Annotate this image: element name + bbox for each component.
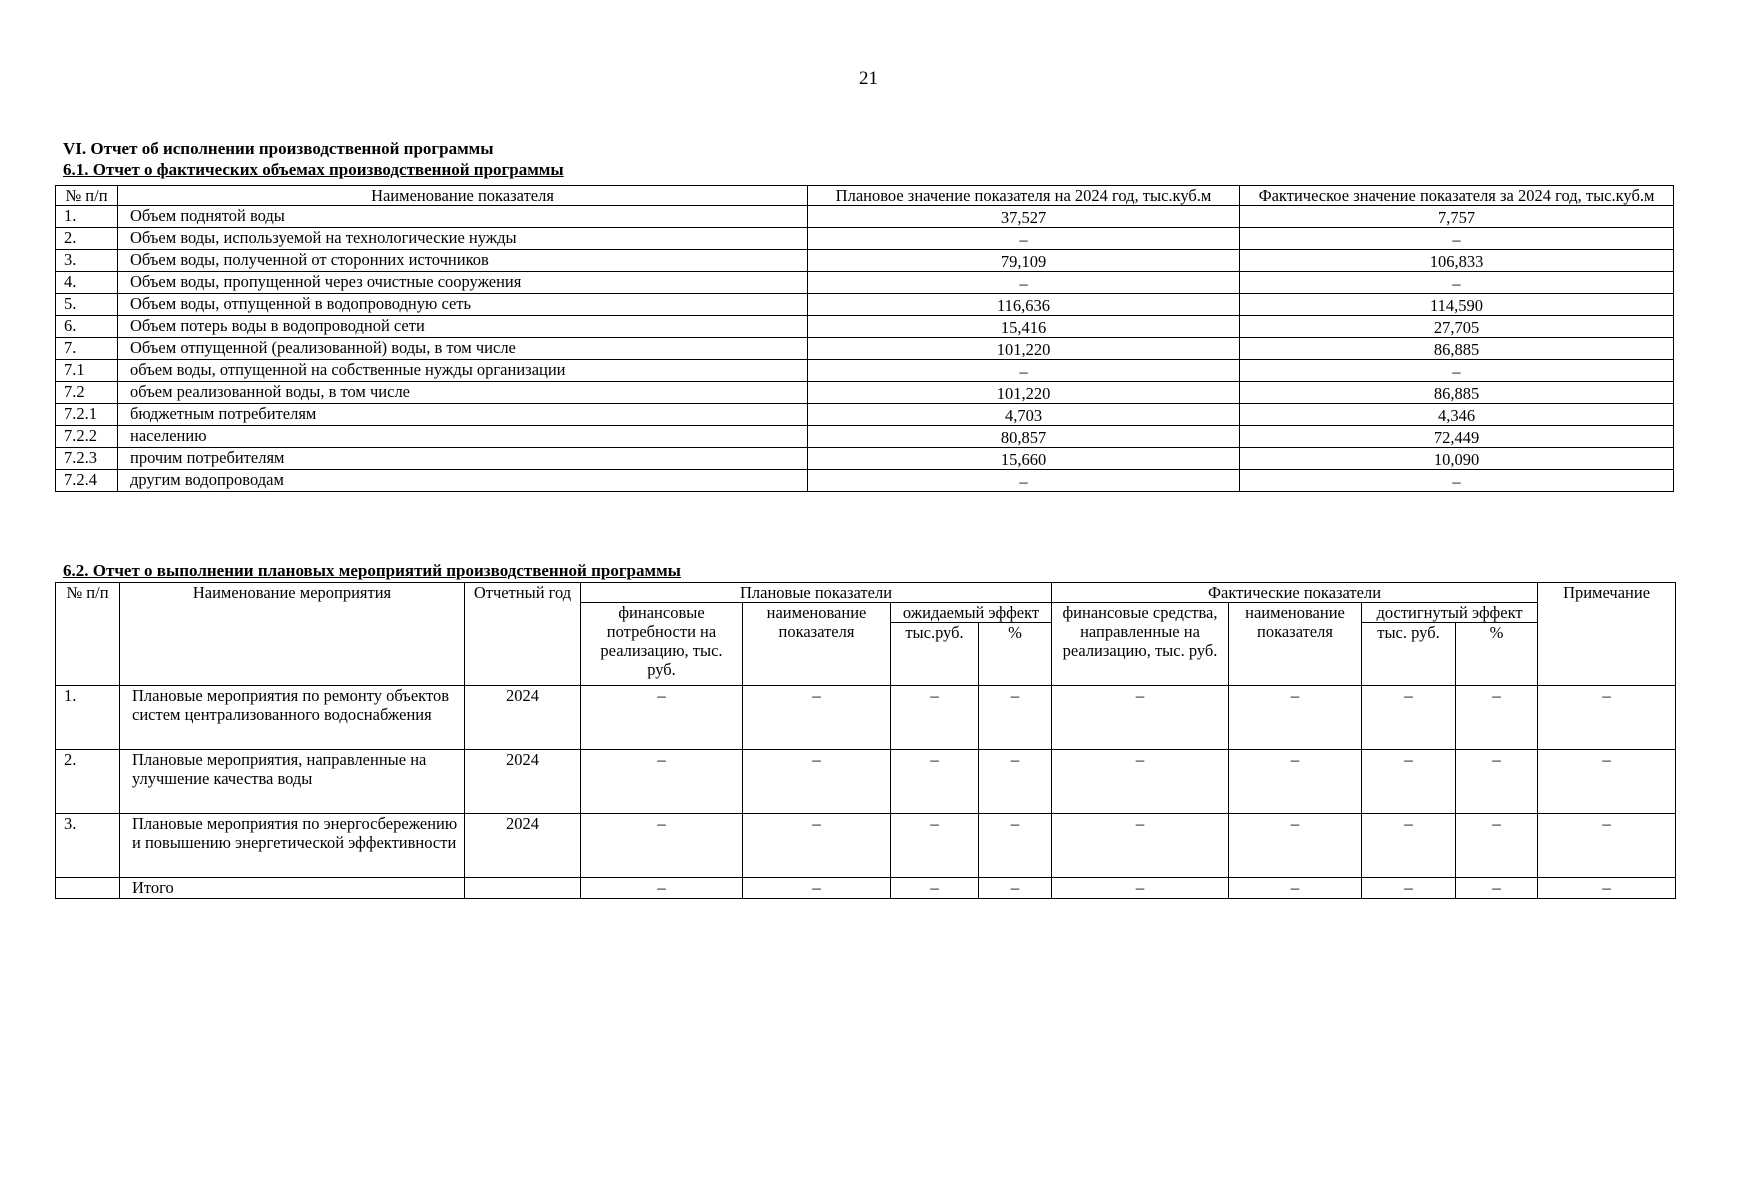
table-row (56, 878, 1676, 899)
plan-pct-cell: – (979, 750, 1052, 814)
t2-plan-effect-header: ожидаемый эффект (891, 603, 1052, 623)
t2-note-header: Примечание (1538, 583, 1676, 686)
plan-fin-cell: – (581, 878, 743, 899)
fact-value: 10,090 (1240, 448, 1674, 470)
table-row (56, 316, 1674, 338)
t2-fact-rub-header: тыс. руб. (1362, 623, 1456, 686)
report-year: 2024 (465, 750, 581, 814)
indicator-name: Объем поднятой воды (118, 206, 808, 228)
plan-value: – (808, 272, 1240, 294)
page-number: 21 (859, 68, 878, 89)
fact-value: – (1240, 272, 1674, 294)
fact-pct-cell: – (1456, 878, 1538, 899)
plan-value: 15,416 (808, 316, 1240, 338)
indicator-name: Объем воды, используемой на технологические нужды (118, 228, 808, 250)
fact-ind-cell: – (1229, 750, 1362, 814)
plan-rub-cell: – (891, 878, 979, 899)
plan-rub-cell: – (891, 814, 979, 878)
row-number: 1. (56, 686, 120, 750)
plan-pct-cell: – (979, 814, 1052, 878)
col-fact-header: Фактическое значение показателя за 2024 год, тыс.куб.м (1240, 186, 1674, 206)
report-year: 2024 (465, 814, 581, 878)
plan-ind-cell: – (743, 878, 891, 899)
fact-fin-cell: – (1052, 750, 1229, 814)
indicator-name: Объем воды, пропущенной через очистные сооружения (118, 272, 808, 294)
t2-name-header: Наименование мероприятия (120, 583, 465, 686)
table-row (56, 206, 1674, 228)
row-number: 3. (56, 250, 118, 272)
plan-value: 116,636 (808, 294, 1240, 316)
plan-fin-cell: – (581, 686, 743, 750)
row-number: 7.2.2 (56, 426, 118, 448)
table-row (56, 360, 1674, 382)
plan-value: 101,220 (808, 382, 1240, 404)
note-cell: – (1538, 750, 1676, 814)
table-row (56, 404, 1674, 426)
report-year: 2024 (465, 686, 581, 750)
indicator-name: объем воды, отпущенной на собственные нужды организации (118, 360, 808, 382)
table-row (56, 814, 1676, 878)
fact-value: – (1240, 470, 1674, 492)
plan-rub-cell: – (891, 686, 979, 750)
plan-rub-cell: – (891, 750, 979, 814)
t2-plan-rub-header: тыс.руб. (891, 623, 979, 686)
fact-value: 114,590 (1240, 294, 1674, 316)
t2-fact-pct-header: % (1456, 623, 1538, 686)
col-plan-header: Плановое значение показателя на 2024 год, тыс.куб.м (808, 186, 1240, 206)
fact-pct-cell: – (1456, 814, 1538, 878)
fact-ind-cell: – (1229, 814, 1362, 878)
indicator-name: Объем потерь воды в водопроводной сети (118, 316, 808, 338)
t2-fact-fin-header: финансовые средства, направленные на реализацию, тыс. руб. (1052, 603, 1229, 686)
table-row (56, 272, 1674, 294)
fact-value: – (1240, 360, 1674, 382)
table-row (56, 294, 1674, 316)
row-number: 7.2.3 (56, 448, 118, 470)
fact-value: 72,449 (1240, 426, 1674, 448)
table1-title: 6.1. Отчет о фактических объемах производственной программы (63, 160, 564, 179)
row-number: 2. (56, 228, 118, 250)
t2-planned-header: Плановые показатели (581, 583, 1052, 603)
table1-body (56, 206, 1674, 492)
plan-value: 4,703 (808, 404, 1240, 426)
measure-name: Итого (120, 878, 465, 899)
indicator-name: бюджетным потребителям (118, 404, 808, 426)
fact-value: 4,346 (1240, 404, 1674, 426)
fact-ind-cell: – (1229, 878, 1362, 899)
fact-rub-cell: – (1362, 878, 1456, 899)
row-number: 7.2.4 (56, 470, 118, 492)
table-row (56, 448, 1674, 470)
fact-rub-cell: – (1362, 750, 1456, 814)
t2-plan-ind-header: наименование показателя (743, 603, 891, 686)
t2-fact-ind-header: наименование показателя (1229, 603, 1362, 686)
fact-fin-cell: – (1052, 814, 1229, 878)
indicator-name: Объем воды, отпущенной в водопроводную сеть (118, 294, 808, 316)
table-row (56, 228, 1674, 250)
table2-title: 6.2. Отчет о выполнении плановых мероприятий производственной программы (63, 561, 681, 580)
row-number: 5. (56, 294, 118, 316)
measure-name: Плановые мероприятия, направленные на улучшение качества воды (120, 750, 465, 814)
note-cell: – (1538, 814, 1676, 878)
fact-value: 7,757 (1240, 206, 1674, 228)
table2-body (56, 686, 1676, 899)
row-number (56, 878, 120, 899)
table-row (56, 750, 1676, 814)
report-year (465, 878, 581, 899)
note-cell: – (1538, 686, 1676, 750)
indicator-name: Объем воды, полученной от сторонних источников (118, 250, 808, 272)
plan-value: 79,109 (808, 250, 1240, 272)
fact-fin-cell: – (1052, 686, 1229, 750)
plan-value: – (808, 360, 1240, 382)
table-row (56, 426, 1674, 448)
col-name-header: Наименование показателя (118, 186, 808, 206)
t2-actual-header: Фактические показатели (1052, 583, 1538, 603)
indicator-name: Объем отпущенной (реализованной) воды, в том числе (118, 338, 808, 360)
plan-value: 37,527 (808, 206, 1240, 228)
plan-value: 101,220 (808, 338, 1240, 360)
production-volumes-table (55, 185, 1674, 492)
fact-value: 86,885 (1240, 338, 1674, 360)
plan-ind-cell: – (743, 686, 891, 750)
plan-value: 15,660 (808, 448, 1240, 470)
measure-name: Плановые мероприятия по ремонту объектов систем централизованного водоснабжения (120, 686, 465, 750)
fact-fin-cell: – (1052, 878, 1229, 899)
plan-fin-cell: – (581, 750, 743, 814)
t2-year-header: Отчетный год (465, 583, 581, 686)
fact-value: 27,705 (1240, 316, 1674, 338)
fact-rub-cell: – (1362, 814, 1456, 878)
plan-value: – (808, 470, 1240, 492)
note-cell: – (1538, 878, 1676, 899)
plan-value: 80,857 (808, 426, 1240, 448)
table-row (56, 382, 1674, 404)
row-number: 7. (56, 338, 118, 360)
table-row (56, 338, 1674, 360)
table-row (56, 250, 1674, 272)
plan-value: – (808, 228, 1240, 250)
planned-measures-table (55, 582, 1676, 899)
table-row (56, 470, 1674, 492)
table-row (56, 686, 1676, 750)
indicator-name: прочим потребителям (118, 448, 808, 470)
measure-name: Плановые мероприятия по энергосбережению и повышению энергетической эффективности (120, 814, 465, 878)
t2-num-header: № п/п (56, 583, 120, 686)
row-number: 4. (56, 272, 118, 294)
indicator-name: населению (118, 426, 808, 448)
indicator-name: объем реализованной воды, в том числе (118, 382, 808, 404)
t2-plan-fin-header: финансовые потребности на реализацию, тыс. руб. (581, 603, 743, 686)
row-number: 1. (56, 206, 118, 228)
indicator-name: другим водопроводам (118, 470, 808, 492)
section-title: VI. Отчет об исполнении производственной программы (63, 139, 494, 158)
row-number: 7.2 (56, 382, 118, 404)
fact-pct-cell: – (1456, 750, 1538, 814)
row-number: 7.2.1 (56, 404, 118, 426)
plan-ind-cell: – (743, 750, 891, 814)
fact-pct-cell: – (1456, 686, 1538, 750)
fact-value: – (1240, 228, 1674, 250)
plan-pct-cell: – (979, 686, 1052, 750)
row-number: 2. (56, 750, 120, 814)
plan-pct-cell: – (979, 878, 1052, 899)
fact-rub-cell: – (1362, 686, 1456, 750)
row-number: 7.1 (56, 360, 118, 382)
row-number: 3. (56, 814, 120, 878)
fact-ind-cell: – (1229, 686, 1362, 750)
t2-fact-effect-header: достигнутый эффект (1362, 603, 1538, 623)
row-number: 6. (56, 316, 118, 338)
t2-plan-pct-header: % (979, 623, 1052, 686)
fact-value: 86,885 (1240, 382, 1674, 404)
fact-value: 106,833 (1240, 250, 1674, 272)
plan-fin-cell: – (581, 814, 743, 878)
plan-ind-cell: – (743, 814, 891, 878)
col-num-header: № п/п (56, 186, 118, 206)
